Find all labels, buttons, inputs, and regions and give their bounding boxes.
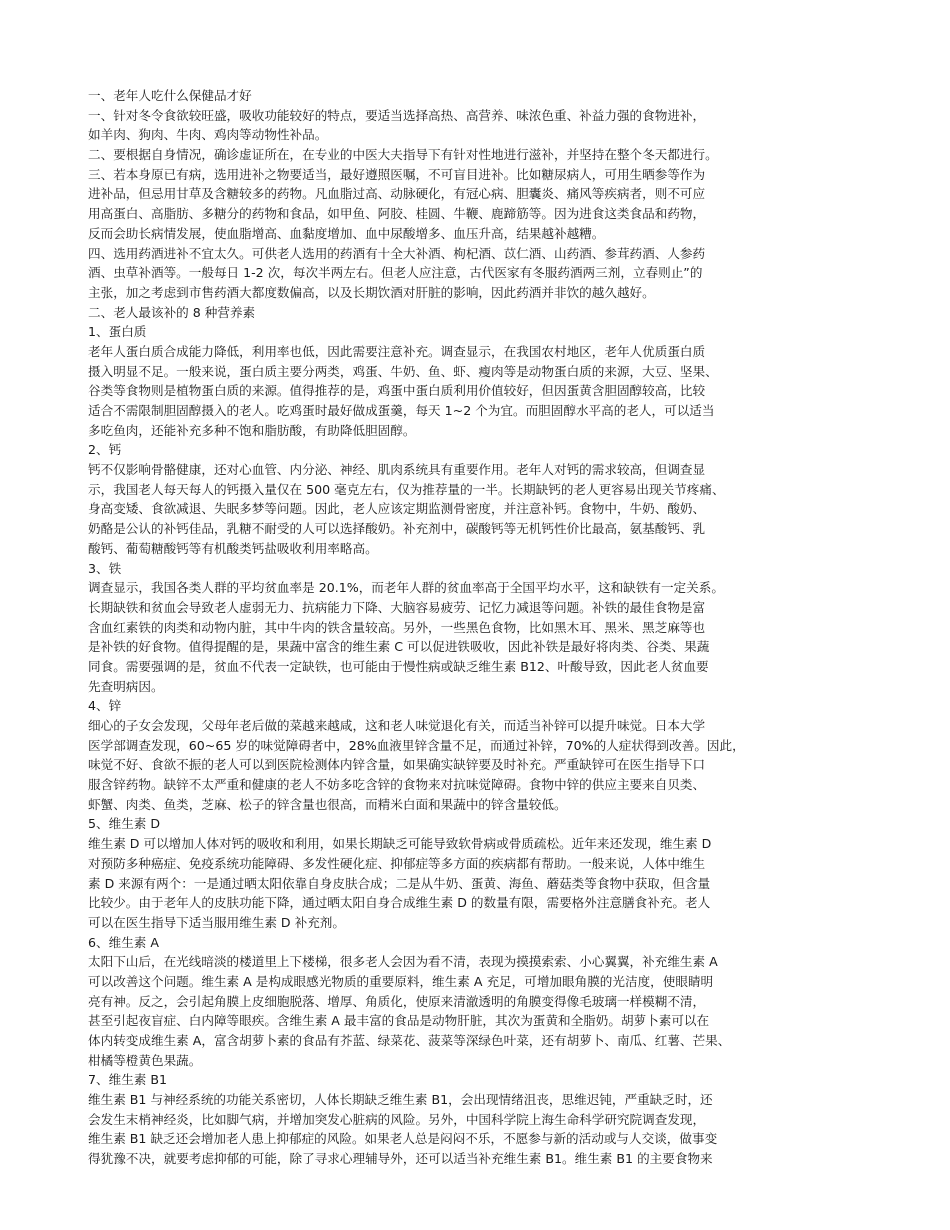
paragraph-line: 得犹豫不决，就要考虑抑郁的可能，除了寻求心理辅导外，还可以适当补充维生素 B1。维生素 B1 的主要食物来 bbox=[88, 1151, 713, 1167]
paragraph-line: 适合不需限制胆固醇摄入的老人。吃鸡蛋时最好做成蛋羹，每天 1~2 个为宜。而胆固醇水平高的老人，可以适当 bbox=[88, 403, 715, 418]
paragraph-line: 先查明病因。 bbox=[88, 678, 164, 694]
paragraph-line: 同食。需要强调的是，贫血不代表一定缺铁，也可能由于慢性病或缺乏维生素 B12、叶酸导致，因此老人贫血要 bbox=[88, 658, 709, 674]
paragraph-line: 用高蛋白、高脂肪、多糖分的药物和食品，如甲鱼、阿胶、桂圆、牛鞭、鹿蹄筋等。因为进食这类食品和药物， bbox=[88, 206, 706, 222]
subsection-heading: 3、铁 bbox=[88, 560, 122, 576]
subsection-heading: 2、钙 bbox=[88, 442, 122, 458]
paragraph-line: 进补品，但忌用甘草及含糖较多的药物。凡血脂过高、动脉硬化，有冠心病、胆囊炎、痛风等疾病者，则不可应 bbox=[88, 186, 706, 202]
paragraph-line: 调查显示，我国各类人群的平均贫血率是 20.1%，而老年人群的贫血率高于全国平均水平，这和缺铁有一定关系。 bbox=[88, 580, 724, 596]
paragraph-line: 味觉不好、食欲不振的老人可以到医院检测体内锌含量，如果确实缺锌要及时补充。严重缺锌可在医生指导下口 bbox=[88, 757, 706, 773]
paragraph-line: 素 D 来源有两个：一是通过晒太阳依靠自身皮肤合成；二是从牛奶、蛋黄、海鱼、蘑菇类等食物中获取，但含量 bbox=[88, 875, 711, 891]
section-heading: 一、老年人吃什么保健品才好 bbox=[88, 88, 252, 103]
subsection-heading: 1、蛋白质 bbox=[88, 324, 147, 340]
paragraph-line: 一、针对冬令食欲较旺盛，吸收功能较好的特点，要适当选择高热、高营养、味浓色重、补益力强的食物进补， bbox=[88, 107, 706, 123]
paragraph-line: 酸钙、葡萄糖酸钙等有机酸类钙盐吸收利用率略高。 bbox=[88, 540, 378, 556]
paragraph-line: 比较少。由于老年人的皮肤功能下降，通过晒太阳自身合成维生素 D 的数量有限，需要格外注意膳食补充。老人 bbox=[88, 895, 711, 911]
paragraph-line: 酒、虫草补酒等。一般每日 1-2 次，每次半两左右。但老人应注意，古代医家有冬服药酒两三剂，立春则止”的 bbox=[88, 265, 703, 281]
paragraph-line: 钙不仅影响骨骼健康，还对心血管、内分泌、神经、肌肉系统具有重要作用。老年人对钙的需求较高，但调查显 bbox=[88, 462, 706, 478]
paragraph-line: 示，我国老人每天每人的钙摄入量仅在 500 毫克左右，仅为推荐量的一半。长期缺钙的老人更容易出现关节疼痛、 bbox=[88, 481, 725, 497]
paragraph-line: 对预防多种癌症、免疫系统功能障碍、多发性硬化症、抑郁症等多方面的疾病都有帮助。一般来说，人体中维生 bbox=[88, 855, 706, 871]
subsection-heading: 5、维生素 D bbox=[88, 816, 161, 832]
paragraph-line: 亮有神。反之，会引起角膜上皮细胞脱落、增厚、角质化，使原来清澈透明的角膜变得像毛玻璃一样模糊不清， bbox=[88, 993, 706, 1009]
subsection-heading: 7、维生素 B1 bbox=[88, 1072, 168, 1088]
section-heading: 二、老人最该补的 8 种营养素 bbox=[88, 304, 256, 320]
paragraph-line: 柑橘等橙黄色果蔬。 bbox=[88, 1052, 202, 1068]
paragraph-line: 会发生末梢神经炎，比如脚气病，并增加突发心脏病的风险。另外，中国科学院上海生命科学研究院调查发现， bbox=[88, 1111, 706, 1127]
subsection-heading: 6、维生素 A bbox=[88, 934, 160, 950]
paragraph-line: 可以改善这个问题。维生素 A 是构成眼感光物质的重要原料，维生素 A 充足，可增加眼角膜的光洁度，使眼睛明 bbox=[88, 973, 714, 989]
paragraph-line: 谷类等食物则是植物蛋白质的来源。值得推荐的是，鸡蛋中蛋白质利用价值较好，但因蛋黄含胆固醇较高，比较 bbox=[88, 383, 706, 399]
paragraph-line: 如羊肉、狗肉、牛肉、鸡肉等动物性补品。 bbox=[88, 127, 328, 143]
paragraph-line: 四、选用药酒进补不宜太久。可供老人选用的药酒有十全大补酒、枸杞酒、苡仁酒、山药酒、参茸药酒、人参药 bbox=[88, 245, 706, 261]
paragraph-line: 虾蟹、肉类、鱼类，芝麻、松子的锌含量也很高，而精米白面和果蔬中的锌含量较低。 bbox=[88, 796, 567, 812]
paragraph-line: 主张，加之考虑到市售药酒大都度数偏高，以及长期饮酒对肝脏的影响，因此药酒并非饮的越久越好。 bbox=[88, 284, 655, 300]
paragraph-line: 维生素 D 可以增加人体对钙的吸收和利用，如果长期缺乏可能导致软骨病或骨质疏松。近年来还发现，维生素 D bbox=[88, 836, 712, 852]
paragraph-line: 细心的子女会发现，父母年老后做的菜越来越咸，这和老人味觉退化有关，而适当补锌可以提升味觉。日本大学 bbox=[88, 718, 706, 733]
paragraph-line: 维生素 B1 缺乏还会增加老人患上抑郁症的风险。如果老人总是闷闷不乐，不愿参与新的活动或与人交谈，做事变 bbox=[88, 1131, 718, 1147]
document-body bbox=[88, 86, 868, 1169]
paragraph-line: 含血红素铁的肉类和动物内脏，其中牛肉的铁含量较高。另外，一些黑色食物，比如黑木耳、黑米、黑芝麻等也 bbox=[88, 619, 706, 635]
paragraph-line: 可以在医生指导下适当服用维生素 D 补充剂。 bbox=[88, 914, 345, 930]
paragraph-line: 老年人蛋白质合成能力降低，利用率也低，因此需要注意补充。调查显示，在我国农村地区，老年人优质蛋白质 bbox=[88, 343, 706, 359]
paragraph-line: 医学部调查发现，60~65 岁的味觉障碍者中，28%血液里锌含量不足，而通过补锌，70%的人症状得到改善。因此， bbox=[88, 737, 745, 753]
paragraph-line: 维生素 B1 与神经系统的功能关系密切，人体长期缺乏维生素 B1，会出现情绪沮丧，思维迟钝，严重缺乏时，还 bbox=[88, 1092, 713, 1108]
paragraph-line: 体内转变成维生素 A，富含胡萝卜素的食品有芥蓝、绿菜花、菠菜等深绿色叶菜，还有胡萝卜、南瓜、红薯、芒果、 bbox=[88, 1033, 731, 1048]
paragraph-line: 摄入明显不足。一般来说，蛋白质主要分两类，鸡蛋、牛奶、鱼、虾、瘦肉等是动物蛋白质的来源，大豆、坚果、 bbox=[88, 363, 718, 379]
paragraph-line: 服含锌药物。缺锌不太严重和健康的老人不妨多吃含锌的食物来对抗味觉障碍。食物中锌的供应主要来自贝类、 bbox=[88, 777, 706, 793]
paragraph-line: 奶酪是公认的补钙佳品，乳糖不耐受的人可以选择酸奶。补充剂中，碳酸钙等无机钙性价比最高，氨基酸钙、乳 bbox=[88, 521, 706, 537]
paragraph-line: 三、若本身原已有病，选用进补之物要适当，最好遵照医嘱，不可盲目进补。比如糖尿病人，可用生晒参等作为 bbox=[88, 166, 706, 182]
paragraph-line: 甚至引起夜盲症、白内障等眼疾。含维生素 A 最丰富的食品是动物肝脏，其次为蛋黄和全脂奶。胡萝卜素可以在 bbox=[88, 1013, 710, 1029]
paragraph-line: 二、要根据自身情况，确诊虚证所在，在专业的中医大夫指导下有针对性地进行滋补，并坚持在整个冬天都进行。 bbox=[88, 147, 718, 163]
paragraph-line: 太阳下山后，在光线暗淡的楼道里上下楼梯，很多老人会因为看不清，表现为摸摸索索、小心翼翼，补充维生素 A bbox=[88, 954, 718, 970]
paragraph-line: 长期缺铁和贫血会导致老人虚弱无力、抗病能力下降、大脑容易疲劳、记忆力减退等问题。补铁的最佳食物是富 bbox=[88, 599, 706, 615]
paragraph-line: 多吃鱼肉，还能补充多种不饱和脂肪酸，有助降低胆固醇。 bbox=[88, 422, 416, 438]
paragraph-line: 身高变矮、食欲减退、失眠多梦等问题。因此，老人应该定期监测骨密度，并注意补钙。食物中，牛奶、酸奶、 bbox=[88, 501, 706, 517]
subsection-heading: 4、锌 bbox=[88, 698, 122, 714]
paragraph-line: 反而会助长病情发展，使血脂增高、血黏度增加、血中尿酸增多、血压升高，结果越补越糟。 bbox=[88, 225, 605, 241]
paragraph-line: 是补铁的好食物。值得提醒的是，果蔬中富含的维生素 C 可以促进铁吸收，因此补铁是最好将肉类、谷类、果蔬 bbox=[88, 639, 710, 655]
